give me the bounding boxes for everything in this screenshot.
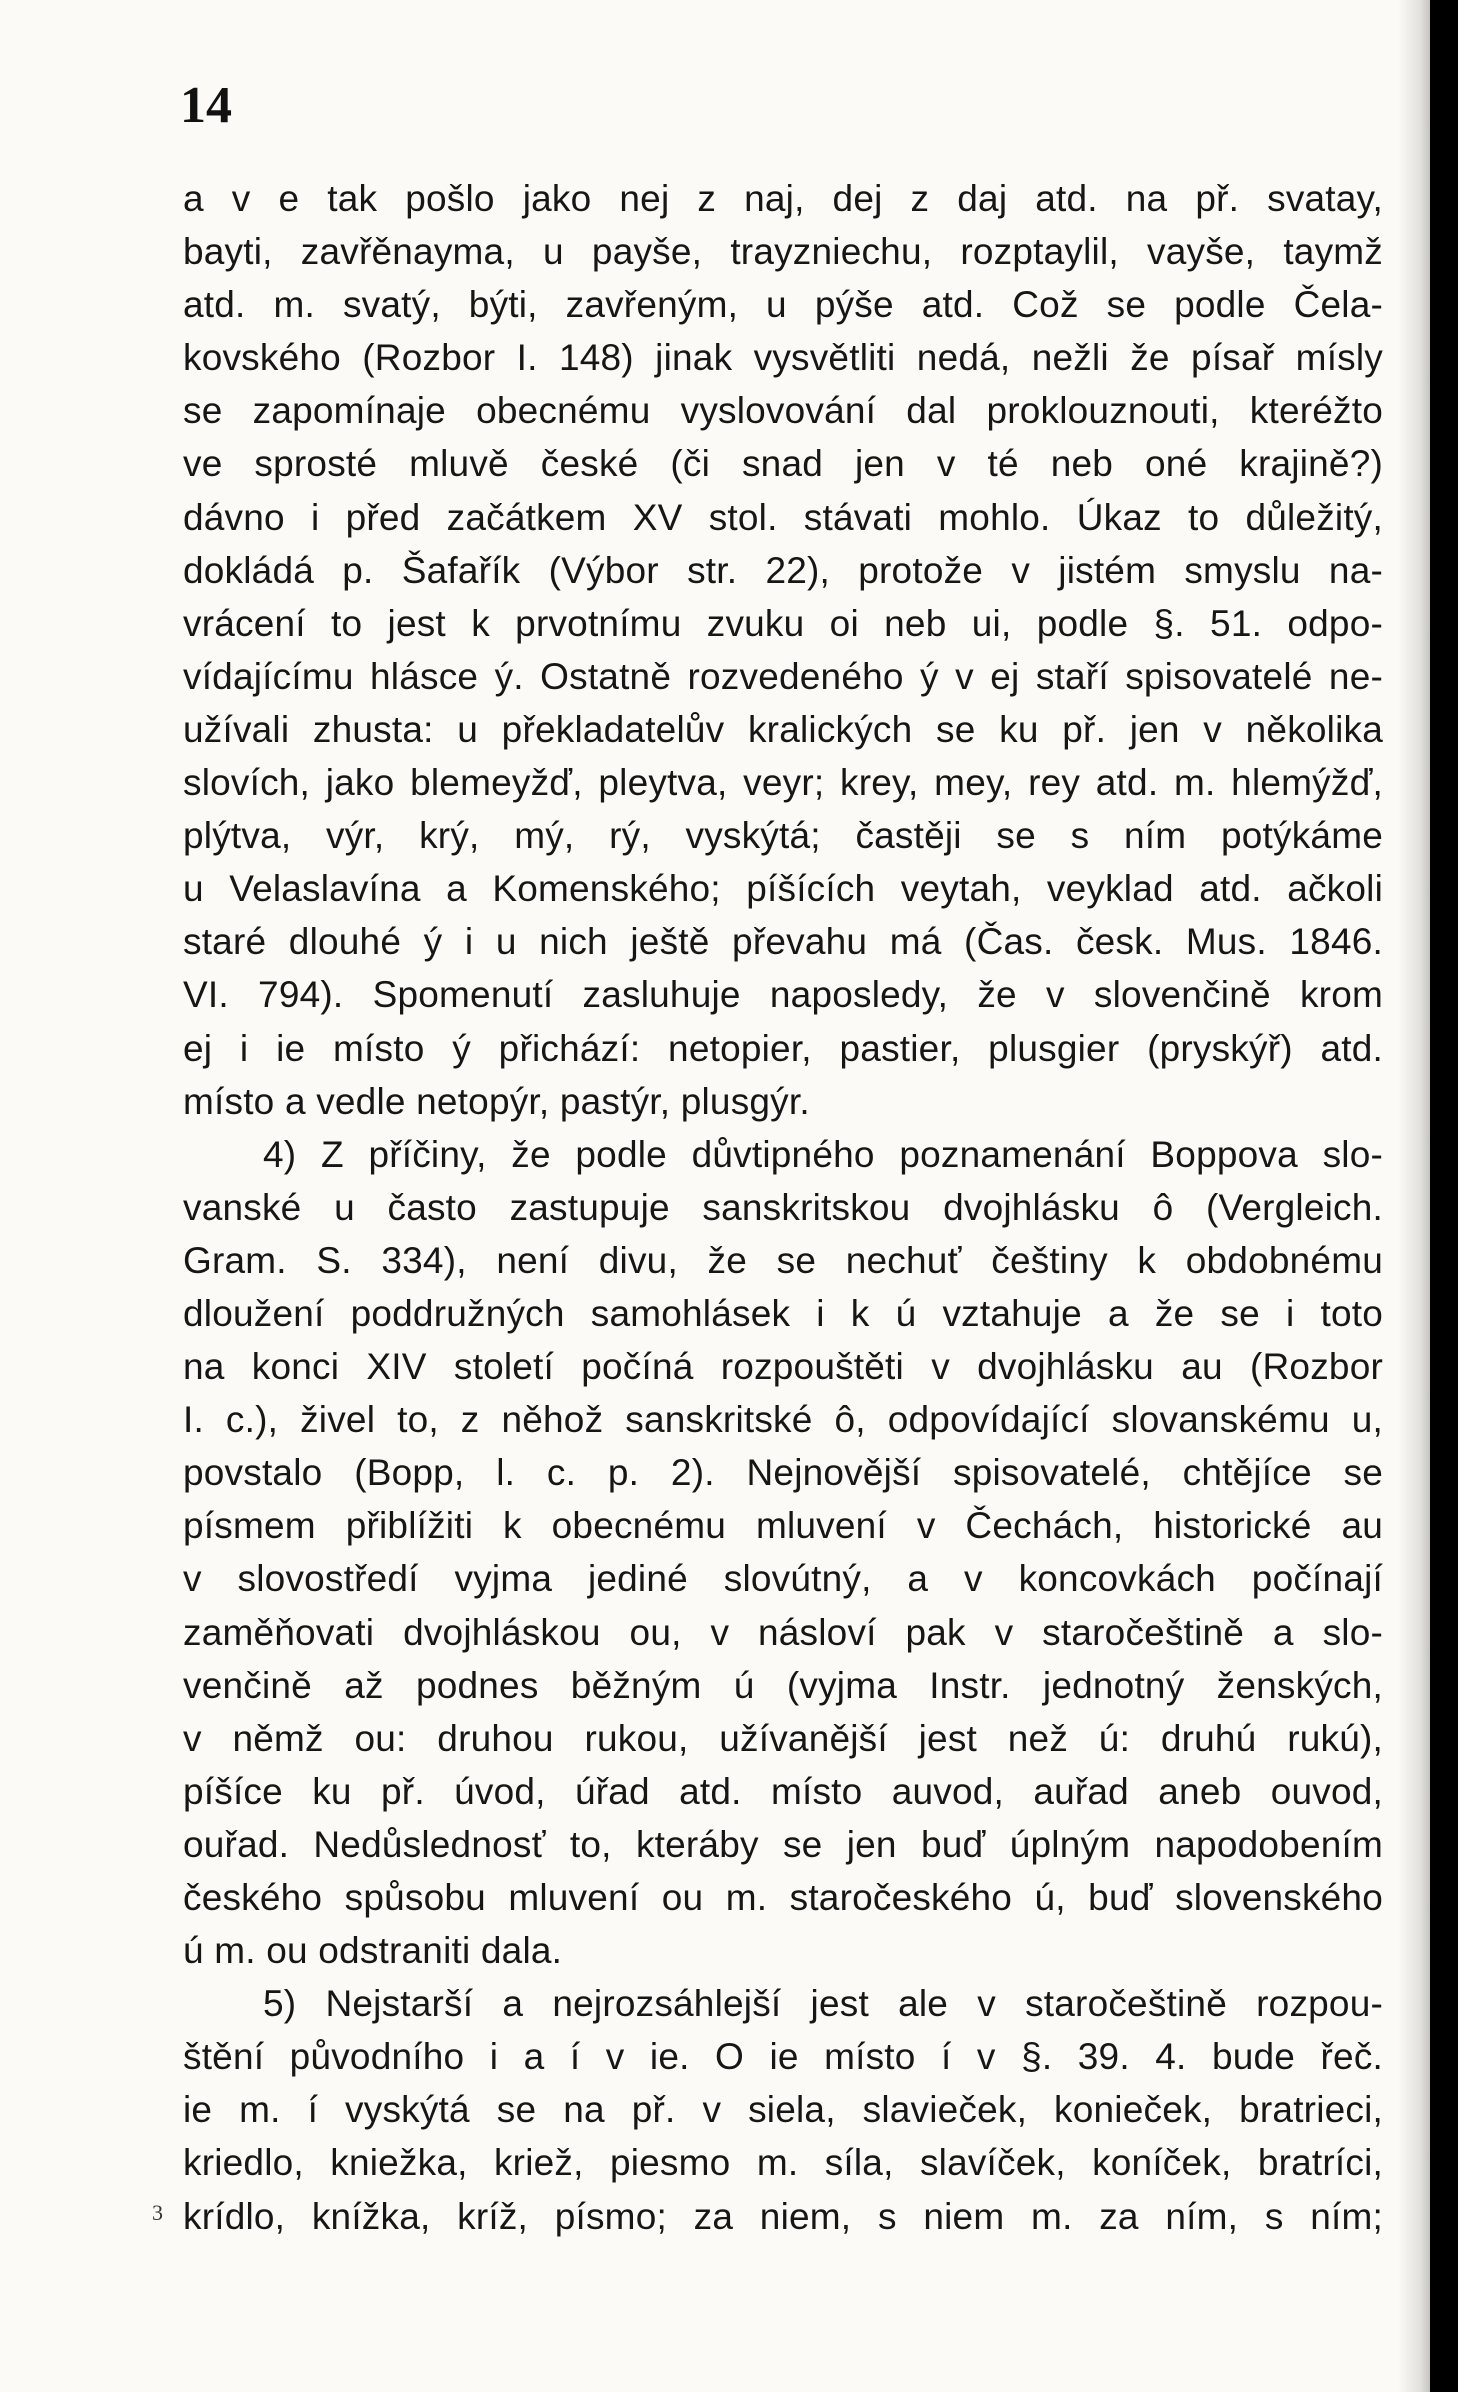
text-line: povstalo (Bopp, l. c. p. 2). Nejnovější spisovatelé, chtějíce se xyxy=(183,1452,1383,1494)
text-line: dávno i před začátkem XV stol. stávati mohlo. Úkaz to důležitý, xyxy=(183,496,1383,538)
text-line: písmem přiblížiti k obecnému mluvení v Čechách, historické au xyxy=(183,1505,1383,1547)
text-line: užívali zhusta: u překladatelův kralických se ku př. jen v několika xyxy=(183,708,1383,750)
text-line: atd. m. svatý, býti, zavřeným, u pýše atd. Což se podle Čela- xyxy=(183,284,1383,326)
text-line: venčině až podnes běžným ú (vyjma Instr. jednotný ženských, xyxy=(183,1664,1383,1706)
text-line: vanské u často zastupuje sanskritskou dvojhlásku ô (Vergleich. xyxy=(183,1186,1383,1228)
text-line: staré dlouhé ý i u nich ještě převahu má (Čas. česk. Mus. 1846. xyxy=(183,921,1383,963)
text-line: bayti, zavřěnayma, u payše, trayzniechu, rozptaylil, vayše, taymž xyxy=(183,231,1383,273)
text-line: zaměňovati dvojhláskou ou, v násloví pak v staročeštině a slo- xyxy=(183,1611,1383,1653)
text-line: VI. 794). Spomenutí zasluhuje naposledy, že v slovenčině krom xyxy=(183,974,1383,1016)
text-line: ve sprosté mluvě české (či snad jen v té neb oné krajině?) xyxy=(183,443,1383,485)
text-line: v slovostředí vyjma jediné slovútný, a v koncovkách počínají xyxy=(183,1558,1383,1600)
text-line: 4) Z příčiny, že podle důvtipného poznamenání Boppova slo- xyxy=(263,1133,1383,1175)
text-line: ej i ie místo ý přichází: netopier, pastier, plusgier (pryskýř) atd. xyxy=(183,1027,1383,1069)
text-line: píšíce ku př. úvod, úřad atd. místo auvod, auřad aneb ouvod, xyxy=(183,1770,1383,1812)
text-line: štění původního i a í v ie. O ie místo í v §. 39. 4. bude řeč. xyxy=(183,2036,1383,2078)
text-line: ouřad. Nedůslednosť to, kteráby se jen buď úplným napodobením xyxy=(183,1823,1383,1865)
page-number: 14 xyxy=(180,77,232,134)
text-line: kovského (Rozbor I. 148) jinak vysvětliti nedá, nežli že písař mísly xyxy=(183,337,1383,379)
text-line: 5) Nejstarší a nejrozsáhlejší jest ale v staročeštině rozpou- xyxy=(263,1983,1383,2025)
text-line: vrácení to jest k prvotnímu zvuku oi neb ui, podle §. 51. odpo- xyxy=(183,602,1383,644)
text-line: dloužení poddružných samohlásek i k ú vztahuje a že se i toto xyxy=(183,1292,1383,1334)
text-line: a v e tak pošlo jako nej z naj, dej z daj atd. na př. svatay, xyxy=(183,178,1383,219)
text-line: dokládá p. Šafařík (Výbor str. 22), protože v jistém smyslu na- xyxy=(183,549,1383,591)
text-line: kriedlo, kniežka, kriež, piesmo m. síla, slavíček, koníček, bratríci, xyxy=(183,2142,1383,2184)
text-line: místo a vedle netopýr, pastýr, plusgýr. xyxy=(183,1080,810,1122)
text-line: ú m. ou odstraniti dala. xyxy=(183,1930,563,1972)
text-line: na konci XIV století počíná rozpouštěti v dvojhlásku au (Rozbor xyxy=(183,1346,1383,1388)
text-line: ie m. í vyskýtá se na př. v siela, slavieček, konieček, bratrieci, xyxy=(183,2089,1383,2131)
text-line: českého spůsobu mluvení ou m. staročeského ú, buď slovenského xyxy=(183,1877,1383,1918)
text-line: se zapomínaje obecnému vyslovování dal proklouznouti, kteréžto xyxy=(183,390,1383,432)
text-line: slovích, jako blemeyžď, pleytva, veyr; krey, mey, rey atd. m. hlemýžď, xyxy=(183,762,1383,804)
page-edge-shadow xyxy=(1398,0,1430,2392)
body-text xyxy=(183,172,1383,2243)
text-line: plýtva, výr, krý, mý, rý, vyskýtá; častěji se s ním potýkáme xyxy=(183,815,1383,857)
text-line: v němž ou: druhou rukou, užívanější jest než ú: druhú rukú), xyxy=(183,1717,1383,1759)
text-line: krídlo, knížka, kríž, písmo; za niem, s niem m. za ním, s ním; xyxy=(183,2195,1383,2237)
text-line: Gram. S. 334), není divu, že se nechuť češtiny k obdobnému xyxy=(183,1239,1383,1281)
text-line: u Velaslavína a Komenského; píšících veytah, veyklad atd. ačkoli xyxy=(183,868,1383,910)
text-line: I. c.), živel to, z něhož sanskritské ô, odpovídající slovanskému u, xyxy=(183,1399,1383,1441)
margin-mark: 3 xyxy=(152,2200,163,2225)
text-line: vídajícímu hlásce ý. Ostatně rozvedeného ý v ej staří spisovatelé ne- xyxy=(183,655,1383,697)
